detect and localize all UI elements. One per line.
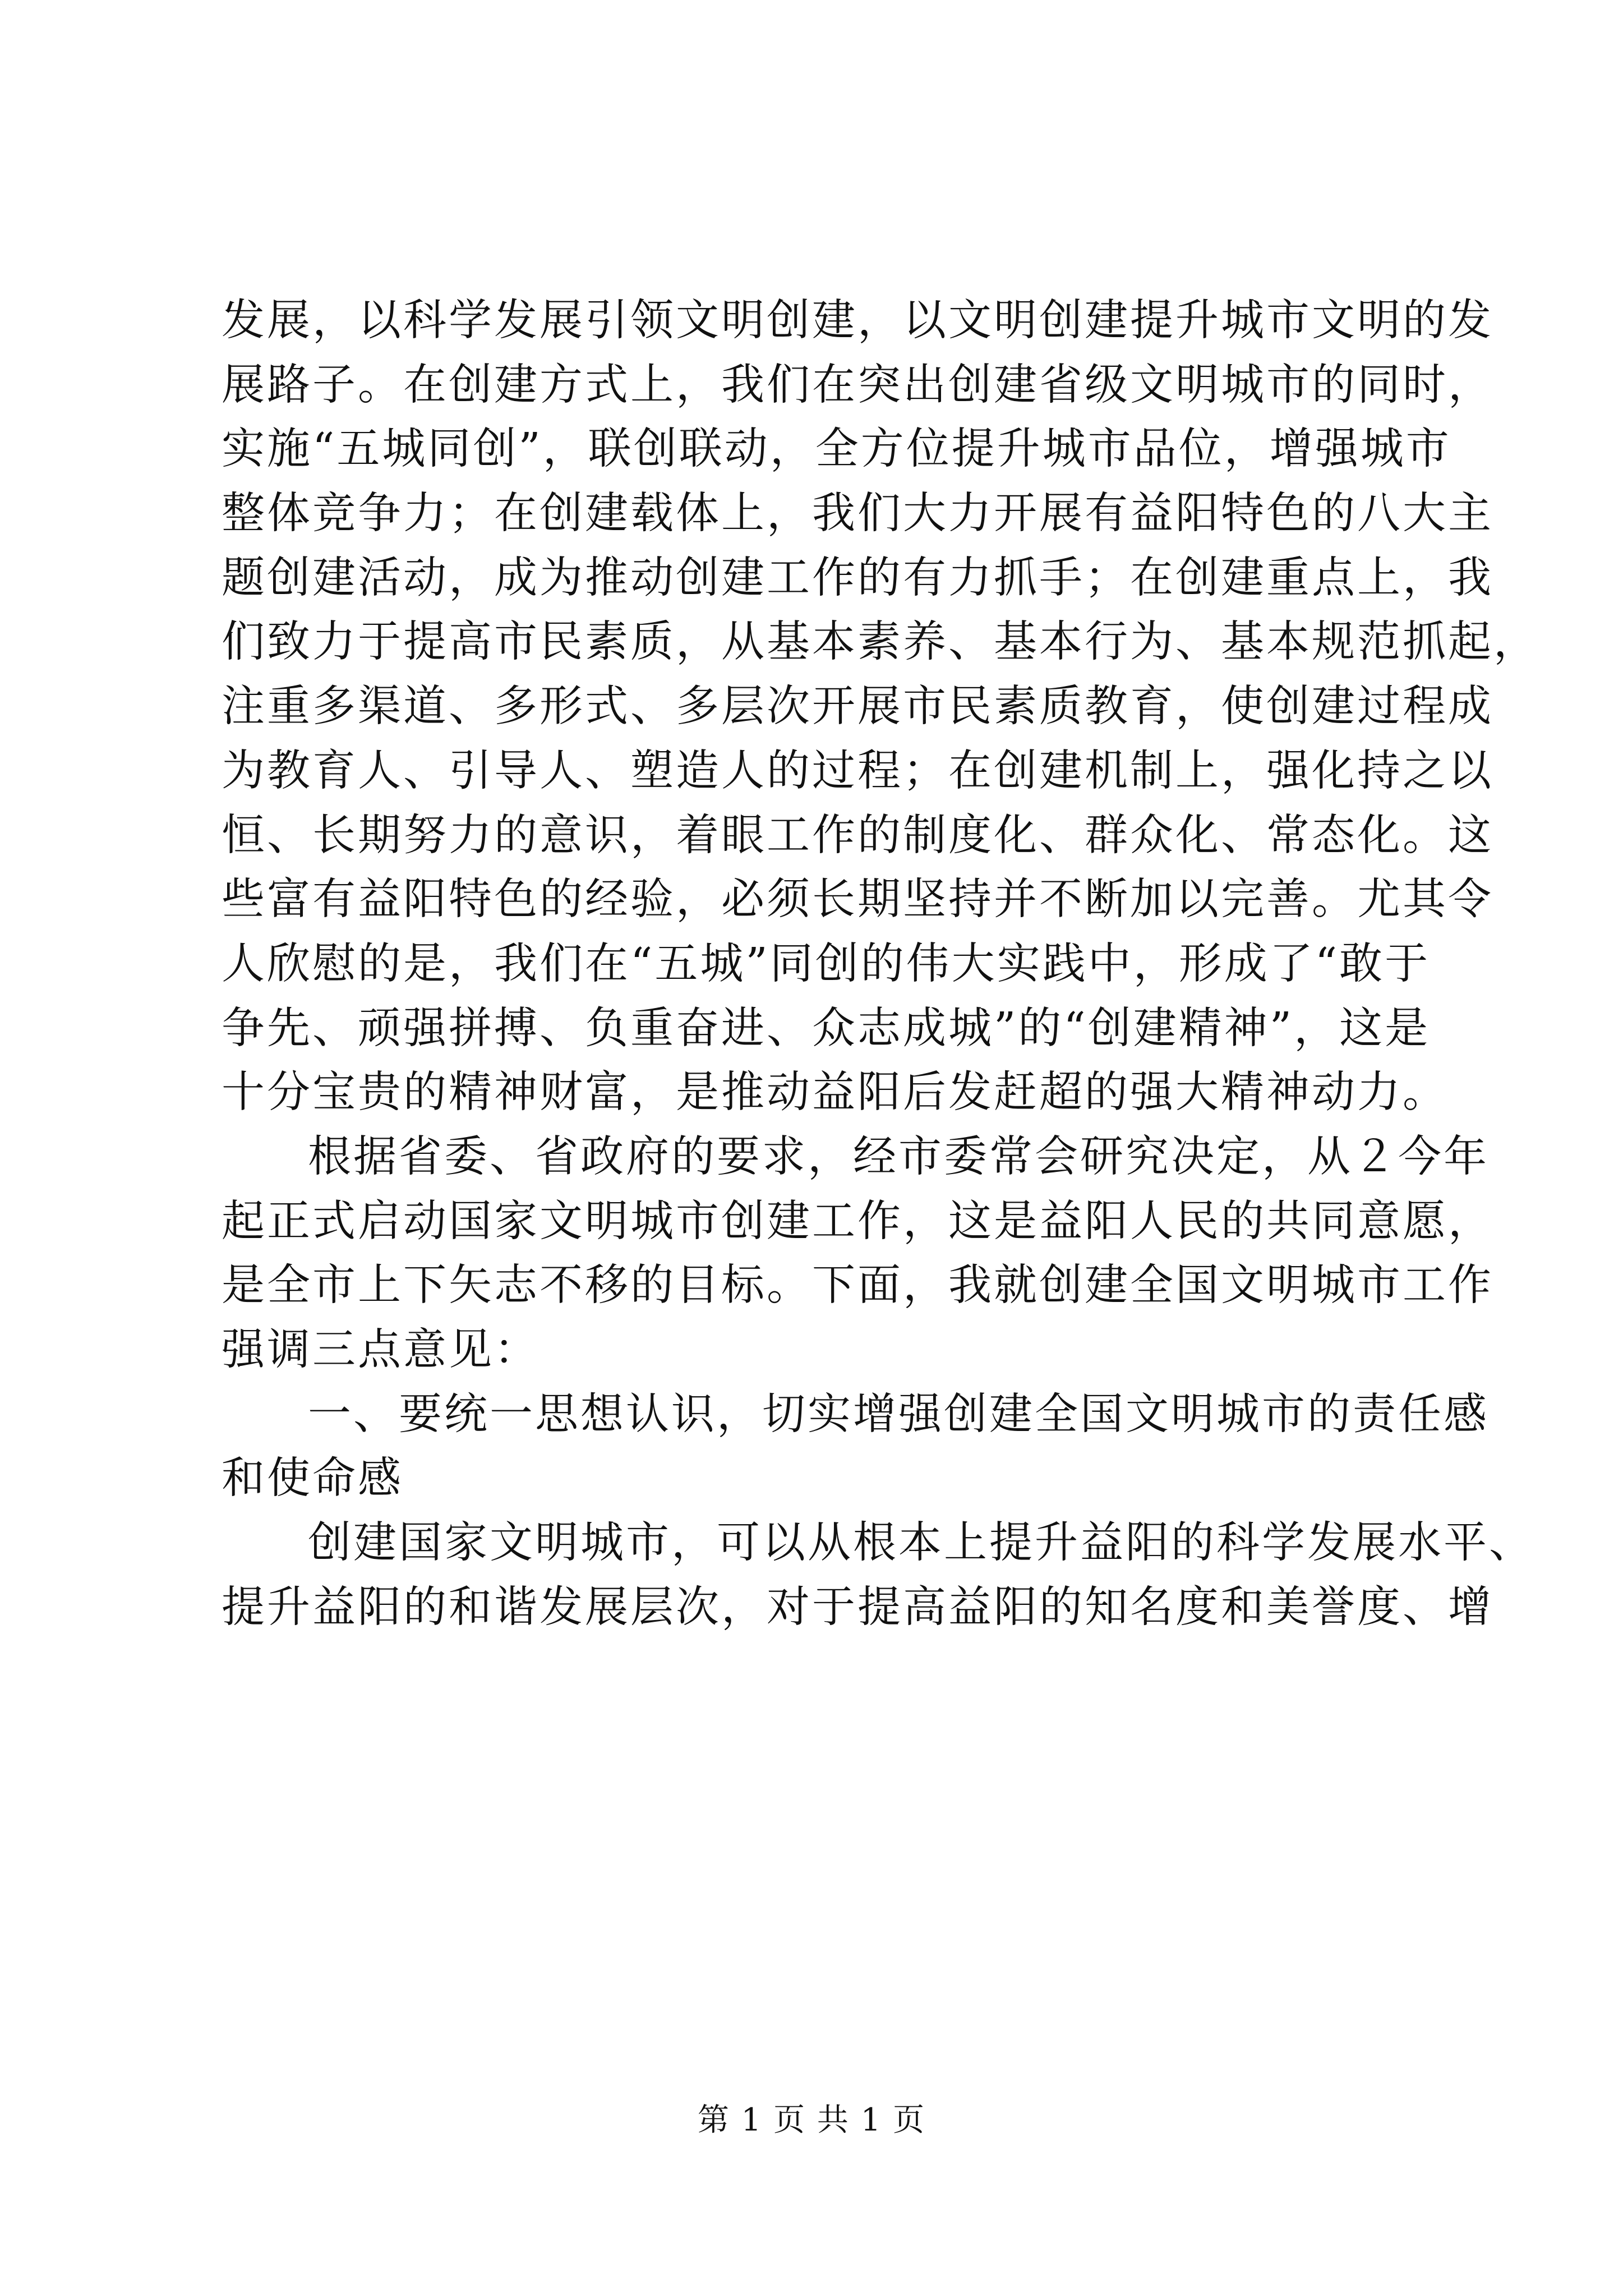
section-heading-line: 和使命感	[222, 1453, 403, 1504]
text-line: 题创建活动，成为推动创建工作的有力抓手；在创建重点上，我	[222, 553, 1493, 603]
text-line: 十分宝贵的精神财富，是推动益阳后发赶超的强大精神动力。	[222, 1068, 1448, 1118]
text-line: 为教育人、引导人、塑造人的过程；在创建机制上，强化持之以	[222, 746, 1493, 796]
text-line: 注重多渠道、多形式、多层次开展市民素质教育，使创建过程成	[222, 682, 1493, 732]
document-body	[222, 289, 1539, 1640]
text-line: 展路子。在创建方式上，我们在突出创建省级文明城市的同时，	[222, 360, 1493, 410]
text-line: 是全市上下矢志不移的目标。下面，我就创建全国文明城市工作	[222, 1260, 1493, 1311]
text-line: 整体竞争力；在创建载体上，我们大力开展有益阳特色的八大主	[222, 489, 1493, 539]
section-heading-line: 一、要统一思想认识，切实增强创建全国文明城市的责任感	[308, 1389, 1489, 1439]
text-line: 人欣慰的是，我们在“五城”同创的伟大实践中，形成了“敢于	[222, 938, 1431, 989]
text-line: 起正式启动国家文明城市创建工作，这是益阳人民的共同意愿，	[222, 1196, 1493, 1246]
text-line: 发展，以科学发展引领文明创建，以文明创建提升城市文明的发	[222, 296, 1493, 346]
text-line: 强调三点意见：	[222, 1325, 540, 1375]
page-footer: 第 1 页 共 1 页	[697, 2102, 926, 2138]
text-line-paragraph-start: 根据省委、省政府的要求，经市委常会研究决定，从２今年	[308, 1131, 1489, 1182]
text-line: 们致力于提高市民素质，从基本素养、基本行为、基本规范抓起，	[222, 617, 1539, 668]
text-line: 提升益阳的和谐发展层次，对于提高益阳的知名度和美誉度、增	[222, 1582, 1493, 1632]
text-line-paragraph-start: 创建国家文明城市，可以从根本上提升益阳的科学发展水平、	[308, 1518, 1534, 1568]
text-line: 些富有益阳特色的经验，必须长期坚持并不断加以完善。尤其令	[222, 875, 1493, 925]
text-line: 恒、长期努力的意识，着眼工作的制度化、群众化、常态化。这	[222, 810, 1493, 861]
text-line: 实施“五城同创”，联创联动，全方位提升城市品位，增强城市	[222, 424, 1451, 475]
text-line: 争先、顽强拼搏、负重奋进、众志成城”的“创建精神”，这是	[222, 1003, 1431, 1053]
